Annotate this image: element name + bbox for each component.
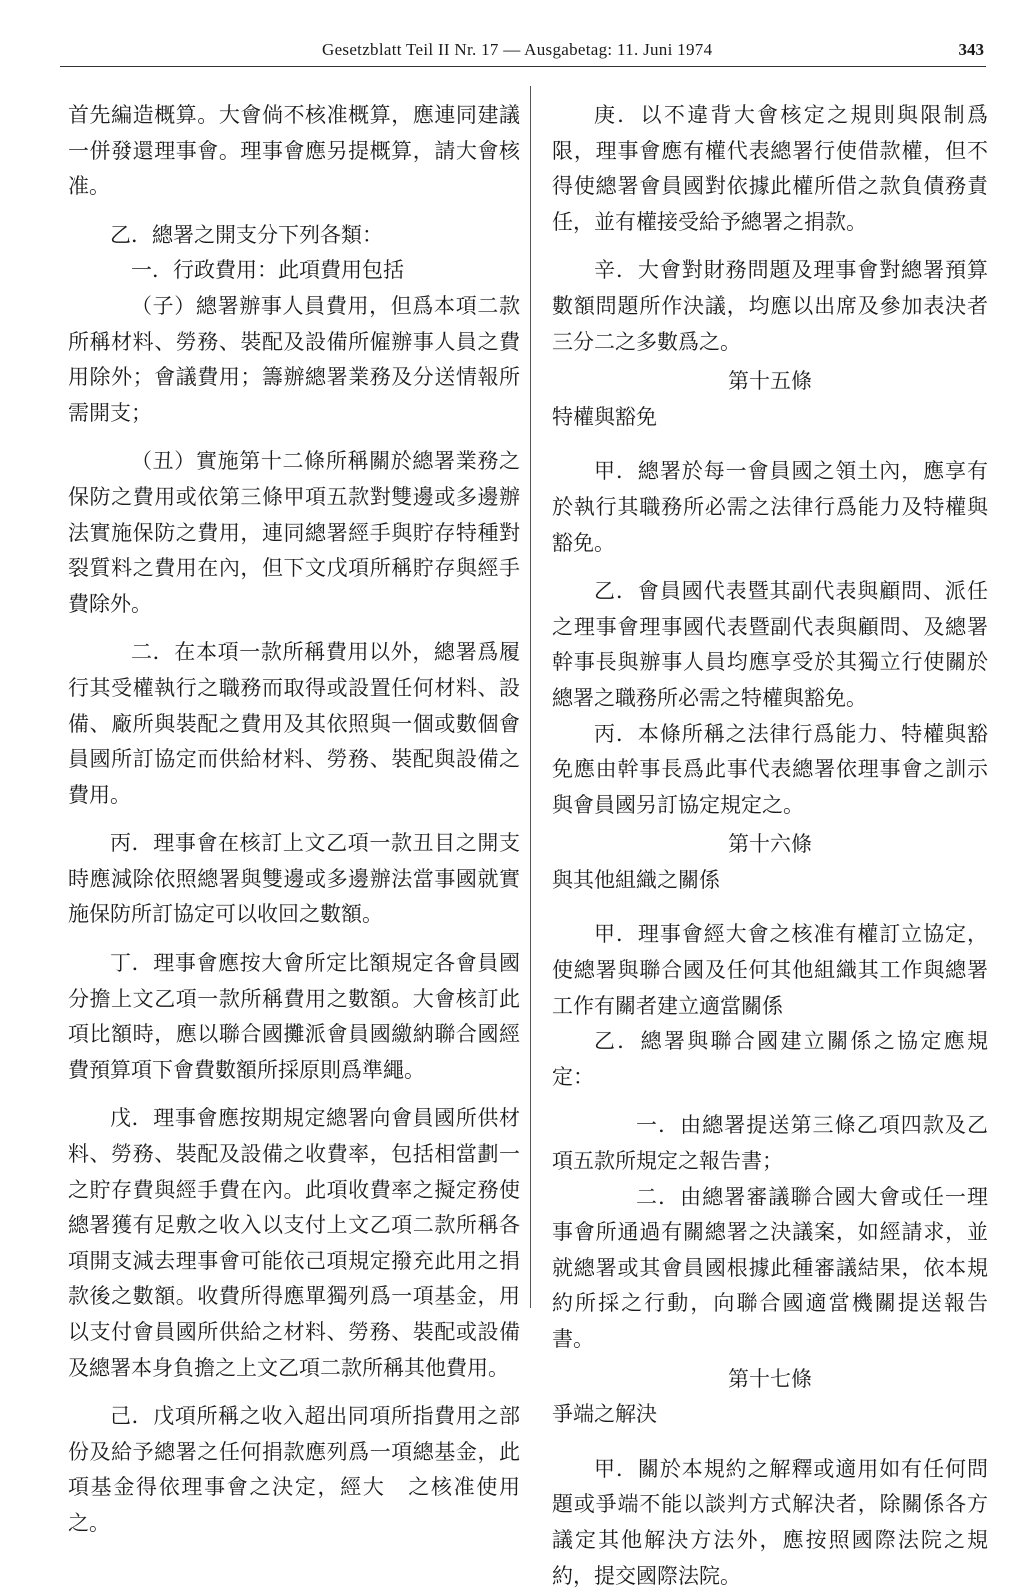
paragraph: 乙．會員國代表暨其副代表與顧問、派任之理事會理事國代表暨副代表與顧問、及總署幹事長與辦事人員均應享受於其獨立行使關於總署之職務所必需之特權與豁免。 [552,579,988,710]
article-subheading: 爭端之解決 [552,1402,657,1427]
paragraph: 二．在本項一款所稱費用以外，總署爲履行其受權執行之職務而取得或設置任何材料、設備、廠所與裝配之費用及其依照與一個或數個會員國所訂協定而供給材料、勞務、裝配與設備之費用。 [68,640,520,807]
paragraph: 丙．本條所稱之法律行爲能力、特權與豁免應由幹事長爲此事代表總署依理事會之訓示與會員國另訂協定規定之。 [552,721,988,817]
paragraph: 首先編造概算。大會倘不核准概算，應連同建議一併發還理事會。理事會應另提概算，請大會核准。 [68,103,520,199]
left-column [68,98,520,1542]
right-column [552,98,988,1594]
paragraph: 甲．理事會經大會之核准有權訂立協定，使總署與聯合國及任何其他組織其工作與總署工作有關者建立適當關係 [552,922,988,1018]
header-title: Gesetzblatt Teil II Nr. 17 — Ausgabetag: 11. Juni 1974 [322,40,713,59]
article-heading: 第十五條 [728,369,812,394]
paragraph: 丙．理事會在核訂上文乙項一款丑目之開支時應減除依照總署與雙邊或多邊辦法當事國就實施保防所訂協定可以收回之數額。 [68,831,520,927]
article-heading: 第十七條 [728,1366,812,1391]
paragraph: 乙．總署之開支分下列各類： [110,222,383,247]
header-rule [60,66,986,67]
paragraph: 丁．理事會應按大會所定比額規定各會員國分擔上文乙項一款所稱費用之數額。大會核訂此項比額時，應以聯合國攤派會員國繳納聯合國經費預算項下會費數額所採原則爲準繩。 [68,951,520,1082]
paragraph: 乙．總署與聯合國建立關係之協定應規定： [552,1029,988,1089]
paragraph: （子）總署辦事人員費用，但爲本項二款所稱材料、勞務、裝配及設備所僱辦事人員之費用除外；會議費用；籌辦總署業務及分送情報所需開支； [68,293,520,425]
page-number: 343 [958,40,984,59]
paragraph: 一．行政費用：此項費用包括 [131,258,404,283]
paragraph: 己．戊項所稱之收入超出同項所指費用之部份及給予總署之任何捐款應列爲一項總基金，此項基金得依理事會之決定，經大 之核准使用之。 [68,1404,520,1535]
article-heading: 第十六條 [728,832,812,857]
page-header [60,40,986,70]
paragraph: 甲．關於本規約之解釋或適用如有任何問題或爭端不能以談判方式解決者，除關係各方議定其他解決方法外，應按照國際法院之規約，提交國際法院。 [552,1456,988,1588]
article-subheading: 與其他組織之關係 [552,867,720,892]
paragraph: 一．由總署提送第三條乙項四款及乙項五款所規定之報告書； [552,1113,988,1174]
column-divider [530,86,531,1308]
paragraph: 戊．理事會應按期規定總署向會員國所供材料、勞務、裝配及設備之收費率，包括相當劃一之貯存費與經手費在內。此項收費率之擬定務使總署獲有足敷之收入以支付上文乙項二款所稱各項開支減去理事會可能依己項規定撥充此用之捐款後之數額。收費所得應單獨列爲一項基金，用以支付會員國所供給之材料、勞務、裝配或設備及總署本身負擔之上文乙項二款所稱其他費用。 [68,1106,520,1380]
article-subheading: 特權與豁免 [552,404,657,429]
paragraph: 甲．總署於每一會員國之領土內，應享有於執行其職務所必需之法律行爲能力及特權與豁免。 [552,459,988,555]
paragraph: 二．由總署審議聯合國大會或任一理事會所通過有關總署之決議案，如經請求，並就總署或其會員國根據此種審議結果，依本規約所採之行動，向聯合國適當機關提送報告書。 [552,1184,988,1351]
paragraph: 庚．以不違背大會核定之規則與限制爲限，理事會應有權代表總署行使借款權，但不得使總署會員國對依據此權所借之款負債務責任，並有權接受給予總署之捐款。 [552,103,988,234]
paragraph: 辛．大會對財務問題及理事會對總署預算數額問題所作決議，均應以出席及參加表決者三分二之多數爲之。 [552,258,988,354]
paragraph: （丑）實施第十二條所稱關於總署業務之保防之費用或依第三條甲項五款對雙邊或多邊辦法實施保防之費用，連同總署經手與貯存特種對裂質料之費用在內，但下文戊項所稱貯存與經手費除外。 [68,449,520,616]
